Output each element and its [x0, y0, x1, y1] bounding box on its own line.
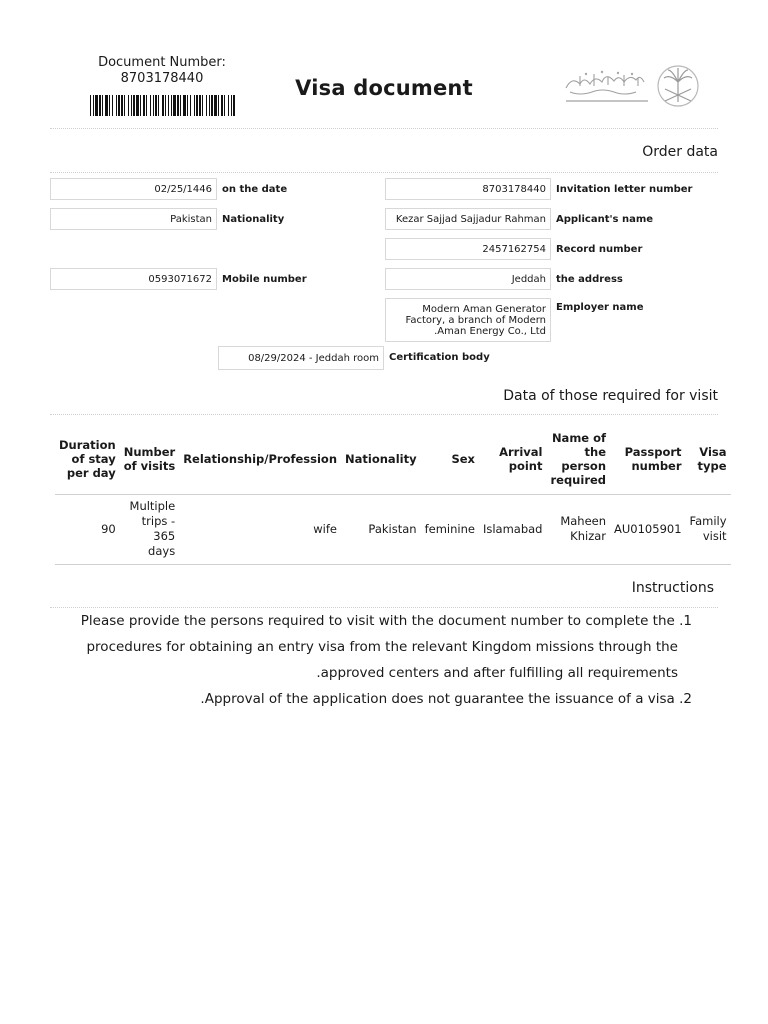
col-person-name: Name of the person required [550, 430, 607, 487]
record-number-value: 2457162754 [385, 238, 551, 260]
invitation-number-value: 8703178440 [385, 178, 551, 200]
col-relationship: Relationship/Profession [183, 451, 338, 466]
col-arrival-point: Arrival point [499, 444, 543, 473]
visit-table-wrapper [55, 424, 727, 565]
cell-visa-type: Family visit [689, 514, 727, 543]
col-duration: Duration of stay per day [59, 437, 116, 480]
address-label: the address [556, 273, 623, 285]
cell-sex: feminine [424, 521, 475, 536]
employer-name-value: Modern Aman Generator Factory, a branch of Modern .Aman Energy Co., Ltd [385, 298, 551, 342]
document-number-label: Document Number: [98, 55, 226, 70]
instruction-1-line-3: .approved centers and after fulfilling all requirements [316, 665, 678, 681]
certification-body-value: 08/29/2024 - Jeddah room [218, 346, 384, 370]
instruction-1-line-1: Please provide the persons required to visit with the document number to complete the .1 [80, 613, 692, 629]
invitation-number-label: Invitation letter number [556, 183, 693, 195]
cell-relationship: wife [313, 521, 338, 536]
applicant-name-label: Applicant's name [556, 213, 654, 225]
visit-data-heading: Data of those required for visit [503, 388, 718, 404]
visit-table-header [55, 424, 731, 494]
instructions-heading: Instructions [631, 580, 714, 596]
col-passport: Passport number [624, 444, 682, 473]
mobile-number-label: Mobile number [222, 273, 307, 285]
cell-duration: 90 [101, 521, 116, 536]
nationality-label: Nationality [222, 213, 285, 225]
instruction-1-line-2: procedures for obtaining an entry visa from the relevant Kingdom missions through the [86, 639, 678, 655]
ministry-logo [560, 62, 704, 110]
table-row [55, 494, 731, 564]
cell-passport: AU0105901 [614, 521, 682, 536]
col-visa-type: Visa type [697, 444, 727, 473]
visit-table [55, 424, 731, 565]
cell-nationality: Pakistan [368, 521, 417, 536]
mobile-number-value: 0593071672 [50, 268, 217, 290]
order-data-heading: Order data [642, 144, 718, 160]
nationality-value: Pakistan [50, 208, 217, 230]
date-label: on the date [222, 183, 288, 195]
applicant-name-value: Kezar Sajjad Sajjadur Rahman [385, 208, 551, 230]
col-visits: Number of visits [123, 444, 176, 473]
order-divider [50, 172, 718, 173]
record-number-label: Record number [556, 243, 643, 255]
cell-arrival-point: Islamabad [482, 521, 543, 536]
certification-body-label: Certification body [389, 351, 490, 363]
header-divider [50, 128, 718, 129]
instruction-item-1 [40, 608, 692, 686]
page-title: Visa document [295, 76, 473, 100]
barcode [90, 95, 235, 116]
cell-visits: Multiple trips - 365 days [129, 499, 176, 558]
col-nationality: Nationality [345, 451, 417, 466]
instruction-item-2: .Approval of the application does not guarantee the issuance of a visa .2 [200, 691, 692, 707]
visit-divider [50, 414, 718, 415]
col-sex: Sex [451, 451, 475, 466]
document-number-value: 8703178440 [120, 71, 204, 86]
employer-name-label: Employer name [556, 301, 644, 313]
date-value: 02/25/1446 [50, 178, 217, 200]
cell-person-name: Maheen Khizar [560, 514, 607, 543]
address-value: Jeddah [385, 268, 551, 290]
document-number-block [82, 55, 242, 87]
